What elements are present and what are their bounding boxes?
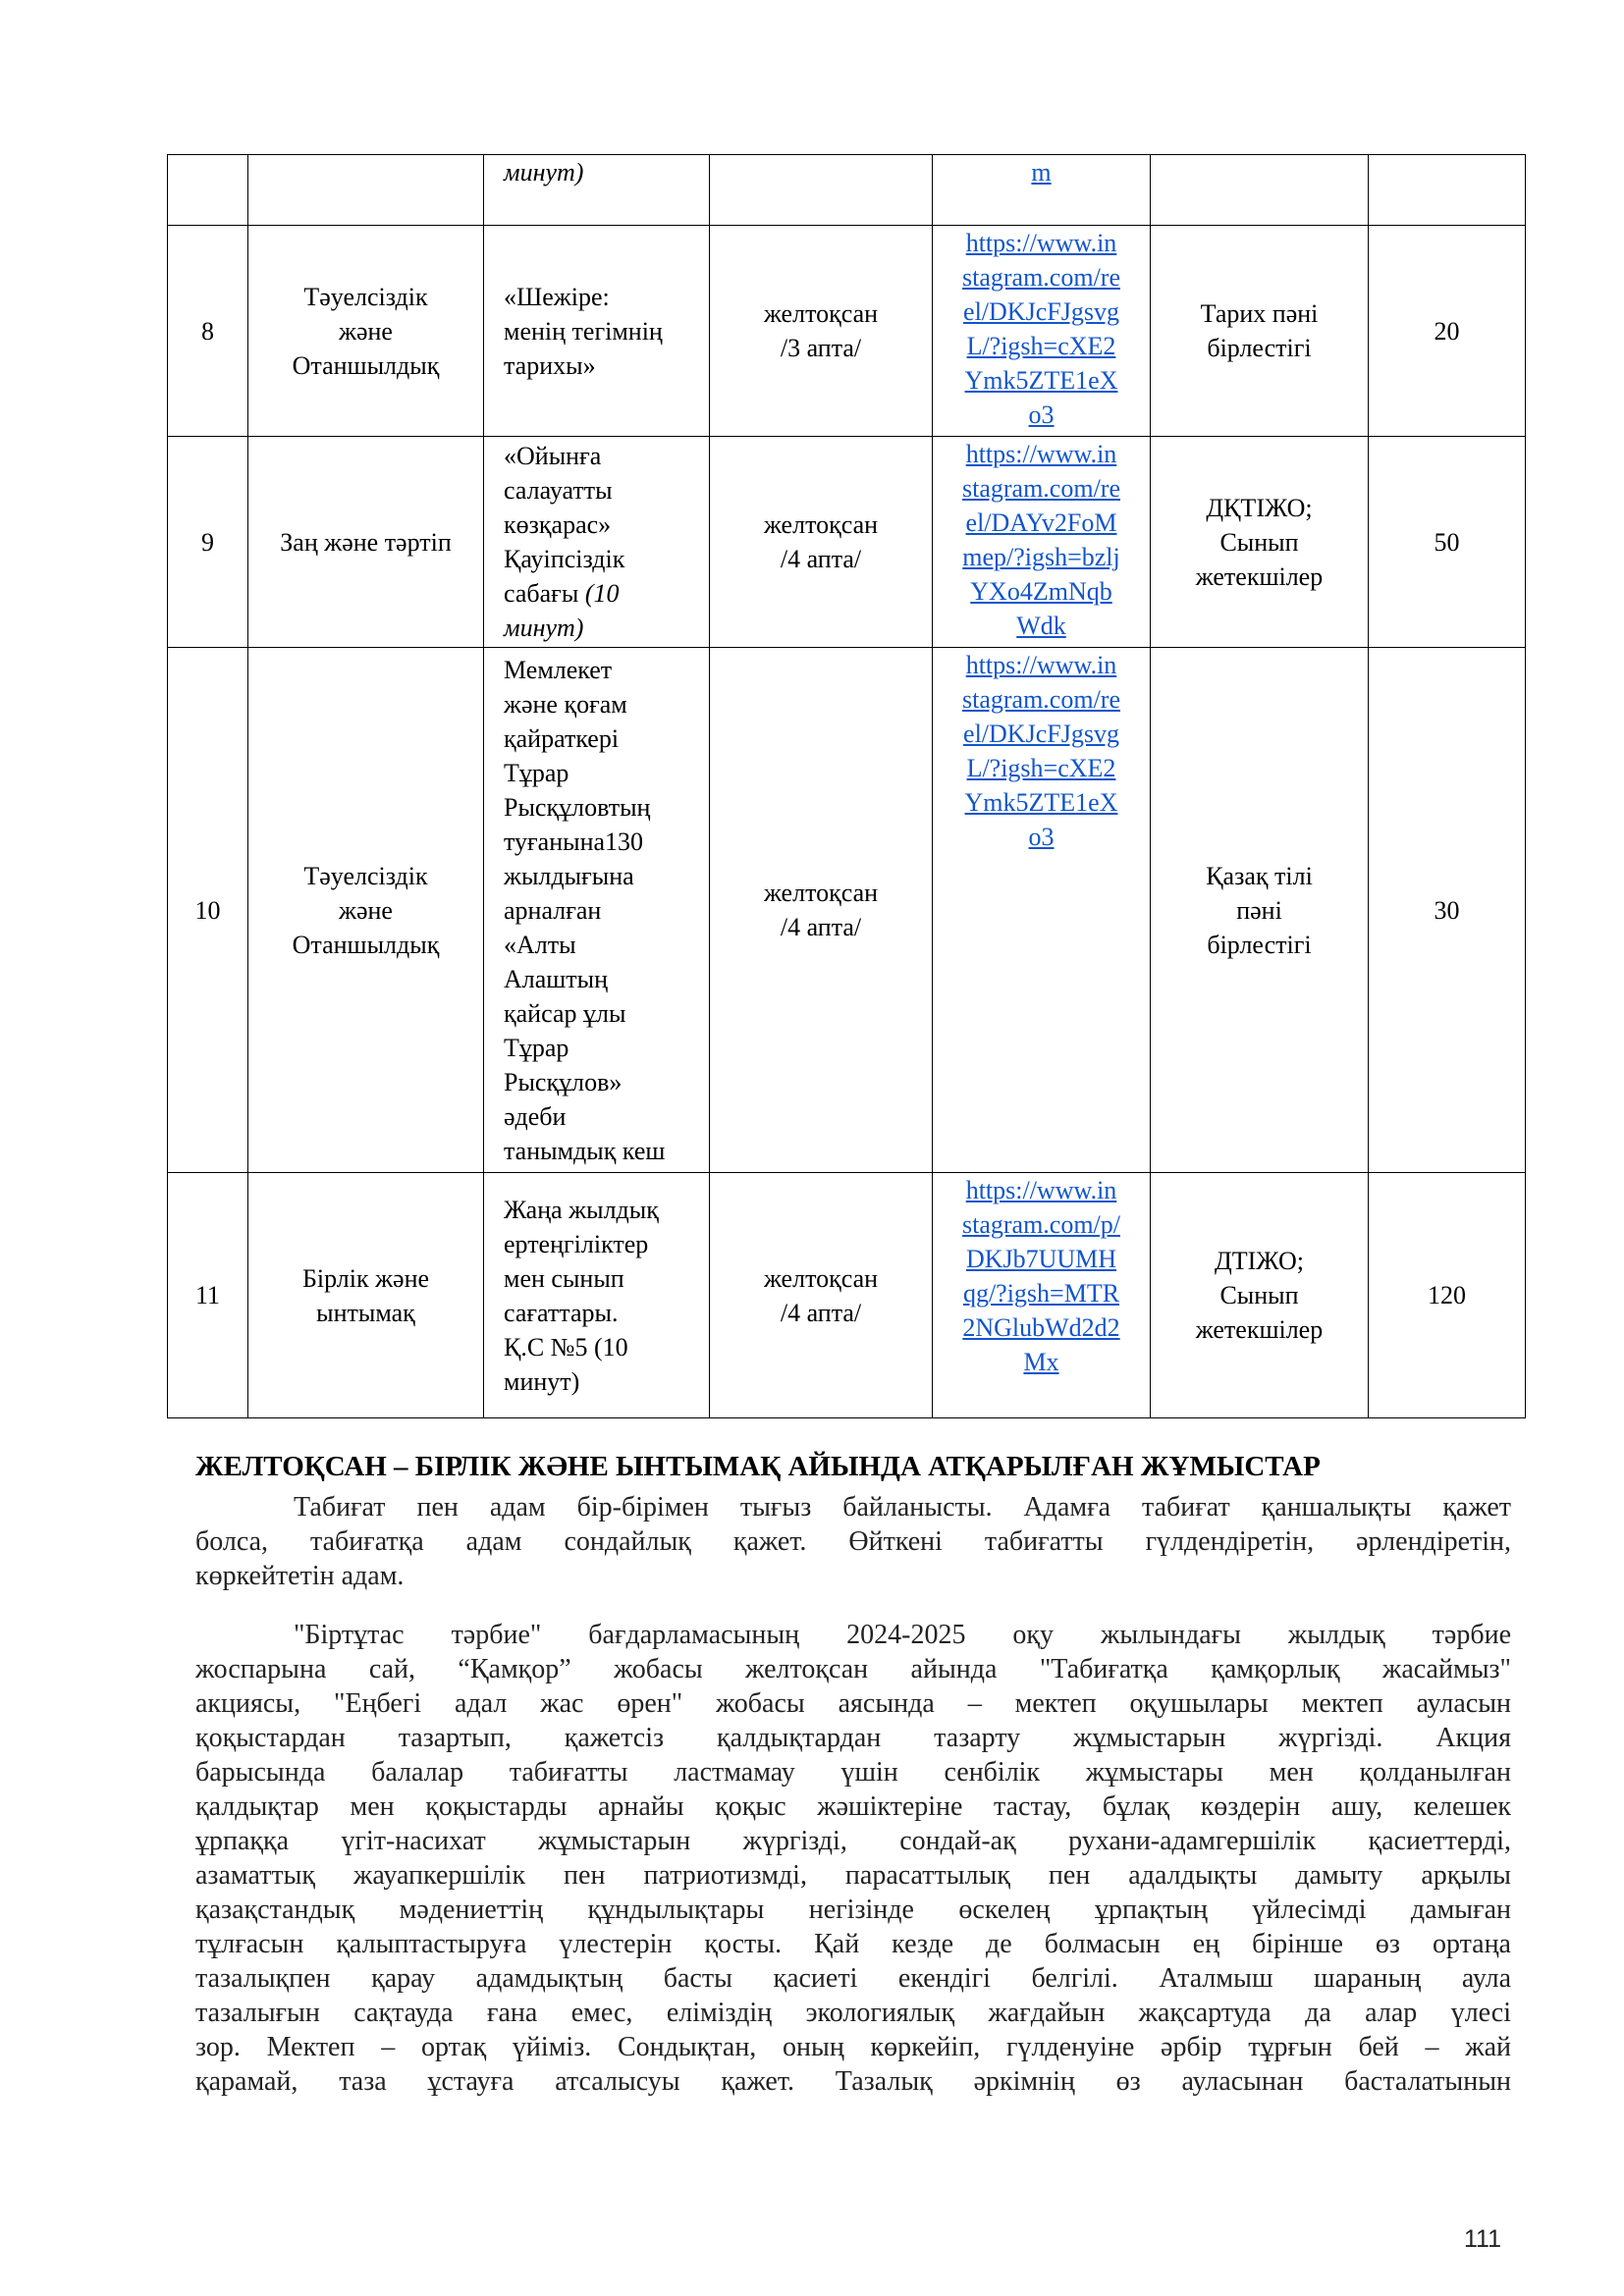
cell-no bbox=[168, 155, 248, 226]
event-line: «Шежіре: bbox=[504, 282, 610, 311]
cell-link bbox=[933, 155, 1151, 226]
cell-count: 20 bbox=[1369, 226, 1526, 437]
event-text: минут) bbox=[504, 158, 584, 187]
link-line: Mx bbox=[1023, 1348, 1059, 1376]
link-line: el/DKJcFJgsvg bbox=[963, 720, 1119, 748]
cell-responsible bbox=[1151, 226, 1369, 437]
event-line: көзқарас» bbox=[504, 510, 612, 539]
link-line: L/?igsh=cXE2 bbox=[966, 332, 1116, 360]
cell-no: 11 bbox=[168, 1173, 248, 1418]
instagram-link[interactable] bbox=[937, 648, 1146, 854]
responsible-line: ДТІЖО; bbox=[1215, 1247, 1304, 1275]
link-line: o3 bbox=[1028, 823, 1055, 851]
link-line: el/DAYv2FoM bbox=[965, 508, 1117, 537]
event-italic-line: (10 bbox=[584, 579, 620, 608]
event-line: Қауіпсіздік bbox=[504, 545, 625, 573]
table-row bbox=[168, 648, 1526, 1173]
cell-direction bbox=[248, 155, 484, 226]
paragraph-line: қазақстандық мәдениеттің құндылықтары негізінде өскелең ұрпақтың үйлесімді дамыған bbox=[195, 1895, 1511, 1925]
cell-period bbox=[710, 1173, 933, 1418]
event-line: мен сынып bbox=[504, 1263, 624, 1293]
cell-no: 8 bbox=[168, 226, 248, 437]
link-line: https://www.in bbox=[965, 229, 1117, 257]
period-line: желтоқсан bbox=[763, 879, 879, 907]
direction-line: Отаншылдық bbox=[292, 350, 440, 380]
paragraph bbox=[195, 1618, 1511, 2099]
period-line: желтоқсан bbox=[763, 299, 879, 328]
link-line: qg/?igsh=MTR bbox=[962, 1279, 1120, 1308]
cell-event bbox=[484, 226, 710, 437]
event-line: Жаңа жылдық bbox=[504, 1195, 659, 1224]
direction-line: Тәуелсіздік bbox=[303, 282, 428, 311]
cell-direction bbox=[248, 226, 484, 437]
paragraph-line: "Біртұтас тәрбие" бағдарламасының 2024-2025 оқу жылындағы жылдық тәрбие bbox=[294, 1620, 1511, 1650]
direction-line: ынтымақ bbox=[316, 1298, 415, 1327]
cell-period bbox=[710, 437, 933, 648]
period-line: желтоқсан bbox=[763, 1263, 879, 1293]
period-line: /4 апта/ bbox=[780, 1298, 862, 1327]
link-line: Ymk5ZTE1eX bbox=[964, 788, 1118, 817]
cell-link bbox=[933, 226, 1151, 437]
instagram-link[interactable]: m bbox=[1031, 158, 1052, 187]
event-line: тарихы» bbox=[504, 350, 596, 380]
table-row bbox=[168, 1173, 1526, 1418]
event-line: Алаштың bbox=[504, 964, 609, 993]
table-row-continued bbox=[168, 155, 1526, 226]
event-line: Мемлекет bbox=[504, 655, 613, 684]
event-line: ертеңгіліктер bbox=[504, 1229, 649, 1258]
paragraph-line: тұлғасын қалыптастыруға үлестерін қосты. Қай кезде де болмасын ең бірінше өз ортаңа bbox=[195, 1929, 1511, 1959]
paragraph bbox=[195, 1490, 1511, 1593]
event-line: арналған bbox=[504, 895, 602, 925]
paragraph-line: қоқыстардан тазартып, қажетсіз қалдықтардан тазарту жұмыстарын жүргізді. Акция bbox=[195, 1723, 1511, 1753]
event-line: Тұрар bbox=[504, 758, 569, 787]
cell-count: 50 bbox=[1369, 437, 1526, 648]
cell-direction bbox=[248, 648, 484, 1173]
event-line: сабағы bbox=[504, 579, 579, 608]
link-line: el/DKJcFJgsvg bbox=[963, 297, 1119, 326]
event-line: менің тегімнің bbox=[504, 316, 663, 346]
event-line: Қ.С №5 (10 bbox=[504, 1332, 628, 1362]
cell-event bbox=[484, 437, 710, 648]
direction-line: және bbox=[339, 316, 393, 346]
cell-direction bbox=[248, 437, 484, 648]
cell-responsible bbox=[1151, 155, 1369, 226]
event-line: салауатты bbox=[504, 476, 613, 505]
paragraph-line: азаматтық жауапкершілік пен патриотизмді, парасаттылық пен адалдықты дамыту арқылы bbox=[195, 1860, 1511, 1891]
page-number: 111 bbox=[1463, 2225, 1501, 2253]
instagram-link[interactable] bbox=[937, 1173, 1146, 1379]
table-row bbox=[168, 437, 1526, 648]
responsible-line: жетекшілер bbox=[1195, 1315, 1324, 1344]
link-line: YXo4ZmNqb bbox=[970, 577, 1112, 606]
event-line: қайсар ұлы bbox=[504, 998, 626, 1028]
event-plan-table bbox=[167, 154, 1526, 1418]
cell-count: 120 bbox=[1369, 1173, 1526, 1418]
paragraph-line: ұрпаққа үгіт-насихат жұмыстарын жүргізді, сондай-ақ рухани-адамгершілік қасиеттерді, bbox=[195, 1826, 1511, 1856]
paragraph-line: Табиғат пен адам бір-бірімен тығыз байланысты. Адамға табиғат қаншалықты қажет bbox=[294, 1492, 1511, 1522]
cell-link bbox=[933, 648, 1151, 1173]
cell-responsible bbox=[1151, 1173, 1369, 1418]
cell-period bbox=[710, 155, 933, 226]
cell-direction bbox=[248, 1173, 484, 1418]
cell-event bbox=[484, 1173, 710, 1418]
cell-period bbox=[710, 226, 933, 437]
responsible-line: Тарих пәні bbox=[1200, 299, 1319, 328]
link-line: stagram.com/re bbox=[962, 474, 1120, 503]
link-line: o3 bbox=[1028, 400, 1055, 429]
direction-line: Заң және тәртіп bbox=[280, 527, 452, 557]
link-line: stagram.com/re bbox=[962, 263, 1120, 292]
link-line: DKJb7UUMH bbox=[965, 1245, 1117, 1273]
paragraph-line: тазалығын сақтауда ғана емес, еліміздің экологиялық жағдайын жақсартуда да алар үлесі bbox=[195, 1998, 1511, 2028]
responsible-line: пәні bbox=[1236, 895, 1282, 925]
link-line: stagram.com/re bbox=[962, 685, 1120, 714]
paragraph-line: көркейтетін адам. bbox=[195, 1561, 405, 1591]
link-line: https://www.in bbox=[965, 440, 1117, 468]
cell-responsible bbox=[1151, 437, 1369, 648]
direction-line: және bbox=[339, 895, 393, 925]
cell-link bbox=[933, 1173, 1151, 1418]
event-line: «Ойынға bbox=[504, 442, 602, 470]
event-line: туғанына130 bbox=[504, 827, 644, 856]
instagram-link[interactable] bbox=[937, 437, 1146, 643]
link-line: 2NGlubWd2d2 bbox=[962, 1313, 1120, 1342]
paragraph-line: акциясы, "Еңбегі адал жас өрен" жобасы аясында – мектеп оқушылары мектеп ауласын bbox=[195, 1688, 1511, 1719]
link-line: L/?igsh=cXE2 bbox=[966, 754, 1116, 782]
direction-line: Тәуелсіздік bbox=[303, 861, 428, 890]
event-line: Тұрар bbox=[504, 1033, 569, 1062]
event-italic-line: минут) bbox=[504, 614, 584, 642]
event-line: және қоғам bbox=[504, 689, 627, 719]
paragraph-line: барысында балалар табиғатты ластмамау үшін сенбілік жұмыстары мен қолданылған bbox=[195, 1757, 1511, 1788]
responsible-line: бірлестігі bbox=[1207, 930, 1312, 959]
direction-line: Бірлік және bbox=[301, 1263, 430, 1293]
cell-period bbox=[710, 648, 933, 1173]
link-line: Wdk bbox=[1016, 612, 1066, 640]
event-line: «Алты bbox=[504, 930, 576, 959]
event-line: Рысқұловтың bbox=[504, 792, 651, 822]
cell-event bbox=[484, 155, 710, 226]
event-line: қайраткері bbox=[504, 723, 620, 753]
paragraph-line: жоспарына сай, “Қамқор” жобасы желтоқсан айында "Табиғатқа қамқорлық жасаймыз" bbox=[195, 1654, 1511, 1684]
paragraph-line: зор. Мектеп – ортақ үйіміз. Сондықтан, оның көркейіп, гүлденуіне әрбір тұрғын бей – жай bbox=[195, 2032, 1511, 2062]
section-heading: ЖЕЛТОҚСАН – БІРЛІК ЖӘНЕ ЫНТЫМАҚ АЙЫНДА АТҚАРЫЛҒАН ЖҰМЫСТАР bbox=[195, 1451, 1321, 1482]
cell-responsible bbox=[1151, 648, 1369, 1173]
period-line: /4 апта/ bbox=[780, 545, 862, 573]
paragraph-line: қалдықтар мен қоқыстарды арнайы қоқыс жәшіктеріне тастау, бұлақ көздерін ашу, келешек bbox=[195, 1791, 1511, 1822]
link-line: mep/?igsh=bzlj bbox=[962, 543, 1120, 571]
table-row bbox=[168, 226, 1526, 437]
responsible-line: жетекшілер bbox=[1195, 561, 1324, 591]
responsible-line: ДҚТІЖО; bbox=[1206, 493, 1313, 522]
paragraph-line: тазалықпен қарау адамдықтың басты қасиеті екендігі белгілі. Аталмыш шараның аула bbox=[195, 1963, 1511, 1994]
cell-link bbox=[933, 437, 1151, 648]
period-line: желтоқсан bbox=[763, 510, 879, 539]
instagram-link[interactable] bbox=[937, 226, 1146, 432]
paragraph-line: қарамай, таза ұстауға атсалысуы қажет. Тазалық әркімнің өз ауласынан басталатынын bbox=[195, 2066, 1511, 2097]
link-line: https://www.in bbox=[965, 1176, 1117, 1204]
cell-no: 10 bbox=[168, 648, 248, 1173]
cell-count bbox=[1369, 155, 1526, 226]
link-line: Ymk5ZTE1eX bbox=[964, 366, 1118, 395]
event-line: минут) bbox=[504, 1366, 580, 1396]
event-line: сағаттары. bbox=[504, 1298, 619, 1327]
event-line: Рысқұлов» bbox=[504, 1067, 623, 1096]
responsible-line: Сынып bbox=[1219, 527, 1299, 557]
event-line: танымдық кеш bbox=[504, 1136, 666, 1165]
period-line: /4 апта/ bbox=[780, 913, 862, 941]
responsible-line: бірлестігі bbox=[1207, 334, 1312, 362]
link-line: https://www.in bbox=[965, 651, 1117, 679]
responsible-line: Қазақ тілі bbox=[1206, 861, 1313, 890]
cell-event bbox=[484, 648, 710, 1173]
responsible-line: Сынып bbox=[1219, 1281, 1299, 1309]
cell-count: 30 bbox=[1369, 648, 1526, 1173]
paragraph-line: болса, табиғатқа адам сондайлық қажет. Өйткені табиғатты гүлдендіретін, әрлендіретін, bbox=[195, 1526, 1511, 1557]
link-line: stagram.com/p/ bbox=[961, 1210, 1120, 1239]
direction-line: Отаншылдық bbox=[292, 930, 440, 959]
event-line: әдеби bbox=[504, 1101, 567, 1131]
event-line: жылдығына bbox=[504, 861, 634, 890]
cell-no: 9 bbox=[168, 437, 248, 648]
period-line: /3 апта/ bbox=[780, 334, 862, 362]
